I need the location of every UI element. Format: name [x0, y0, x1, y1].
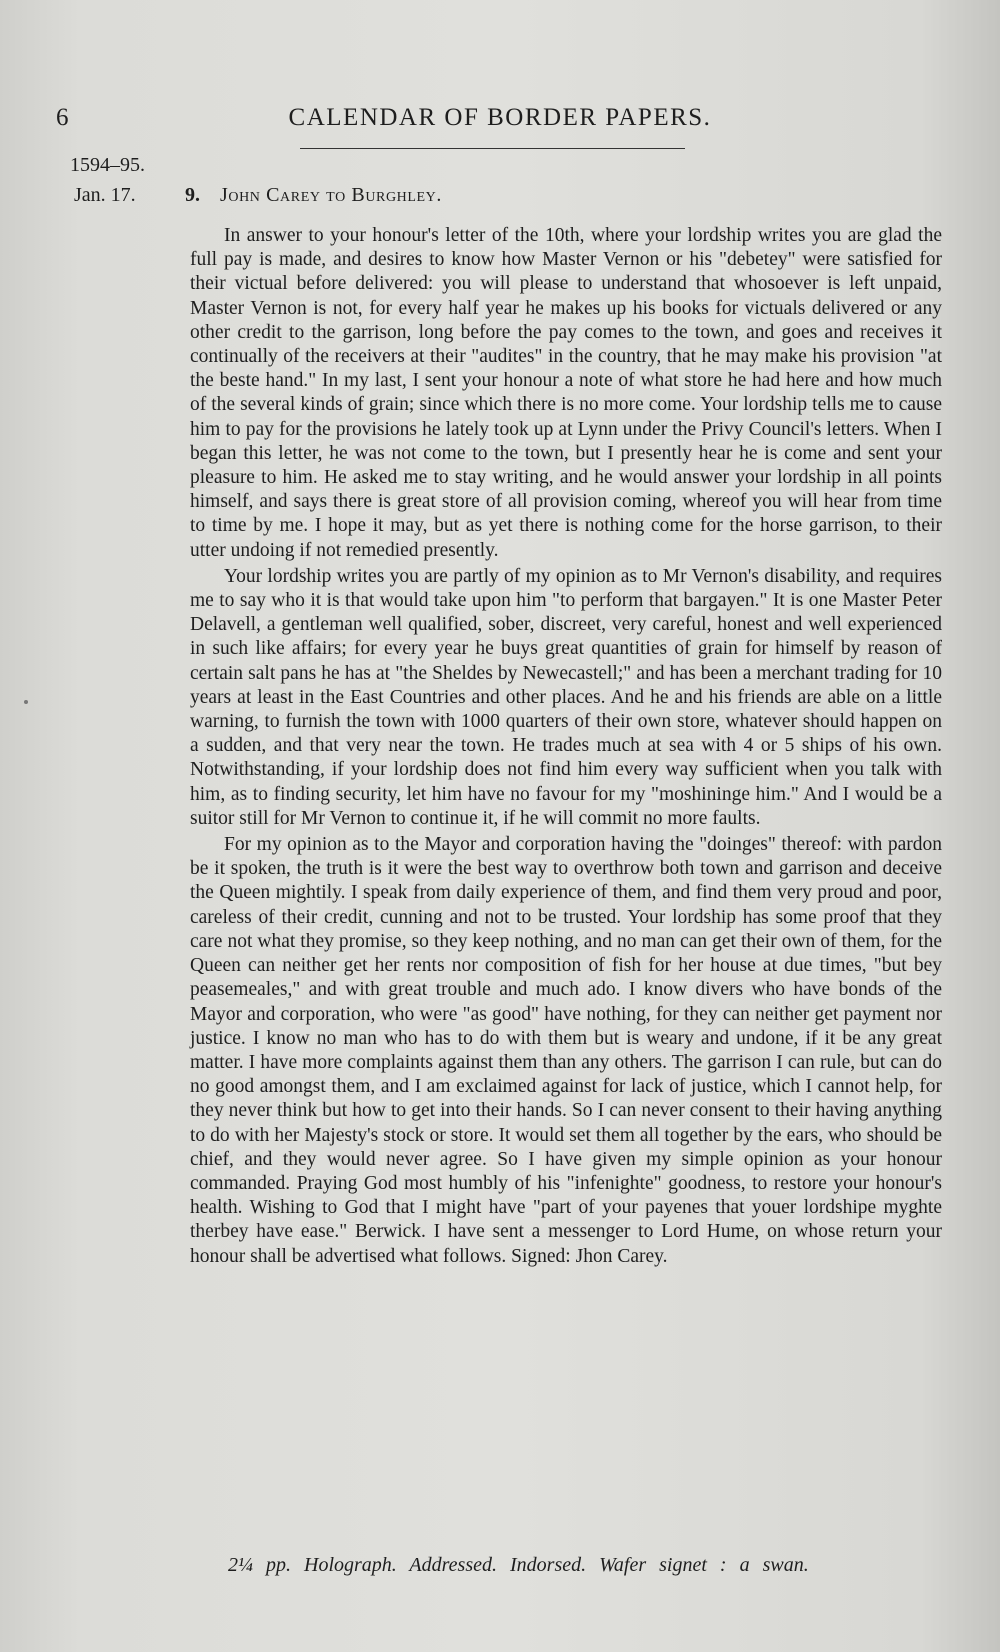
running-title: CALENDAR OF BORDER PAPERS. [288, 104, 712, 131]
page-number: 6 [56, 104, 69, 131]
entry-date: Jan. 17. [74, 184, 136, 206]
letter-body [190, 224, 942, 1269]
ink-spot [24, 700, 28, 704]
paragraph-3: For my opinion as to the Mayor and corporation having the "doinges" thereof: with pardon be it spoken, the truth is it were the best way to overthrow both town and garrison and deceive the Queen mightily. I speak from daily experience of them, and find them very proud and poor, careless of their credit, cunning and not to be trusted. Your lordship has some proof that they care not what they promise, so they keep nothing, and no man can get their own of them, for the Queen can neither get her rents nor composition of fish for her house at due times, "but bey peasemeales," and with great trouble and much ado. I know divers who have bonds of the Mayor and corporation, who were "as good" have nothing, for they can neither get payment nor justice. I know no man who has to do with them but is weary and undone, if it be any great matter. I have more complaints against them than any others. The garrison I can rule, but can do no good amongst them, and I am exclaimed against for lack of justice, which I cannot help, for they never think but how to get into their hands. So I can never consent to their having anything to do with her Majesty's stock or store. It would set them all together by the ears, who should be chief, and they would never agree. So I have given my simple opinion as your honour commanded. Praying God most humbly of his "infenighte" goodness, to restore your honour's health. Wishing to God that I might have "part of your payenes that youer lordshipe myghte therbey have ease." Berwick. I have sent a messenger to Lord Hume, on whose return your honour shall be advertised what follows. Signed: Jhon Carey. [190, 834, 942, 1267]
header-rule [300, 148, 685, 149]
entry-title: John Carey to Burghley. [220, 184, 442, 206]
entry-year: 1594–95. [70, 154, 145, 176]
entry-number: 9. [185, 184, 200, 206]
document-note: 2¼ pp. Holograph. Addressed. Indorsed. Wafer signet : a swan. [228, 1554, 809, 1576]
entry-heading [185, 184, 442, 207]
paragraph-1: In answer to your honour's letter of the 10th, where your lordship writes you are glad the full pay is made, and desires to know how Master Vernon or his "debetey" were satisfied for their victual before delivered: you will please to understand that whosoever is left unpaid, Master Vernon is not, for every half year he makes up his books for victuals delivered or any other credit to the garrison, long before the pay comes to the town, and goes and receives it continually of the receivers at their "audites" in the country, that he may make his provision "at the beste hand." In my last, I sent your honour a note of what store he had here and how much of the several kinds of grain; since which there is no more come. Your lordship tells me to cause him to pay for the provisions he lately took up at Lynn under the Privy Council's letters. When I began this letter, he was not come to the town, but I presently hear he is come and sent your pleasure to him. He asked me to stay writing, and he would answer your lordship in all points himself, and says there is great store of all provision coming, whereof you will hear from time to time by me. I hope it may, but as yet there is nothing come for the horse garrison, to their utter undoing if not remedied presently. [190, 225, 942, 561]
paragraph-2: Your lordship writes you are partly of my opinion as to Mr Vernon's disability, and requires me to say who it is that would take upon him "to perform that bargayen." It is one Master Peter Delavell, a gentleman well qualified, sober, discreet, very careful, honest and well experienced in such like affairs; for every year he buys great quantities of grain for himself by reason of certain salt pans he has at "the Sheldes by Newecastell;" and has been a merchant trading for 10 years at least in the East Countries and other places. And he and his friends are able on a little warning, to furnish the town with 1000 quarters of their own store, whatever should happen on a sudden, and that very near the town. He trades much at sea with 4 or 5 ships of his own. Notwithstanding, if your lordship does not find him every way sufficient when you talk with him, as to finding security, let him have no favour for my "moshininge him." And I would be a suitor still for Mr Vernon to continue it, if he will commit no more faults. [190, 565, 942, 829]
